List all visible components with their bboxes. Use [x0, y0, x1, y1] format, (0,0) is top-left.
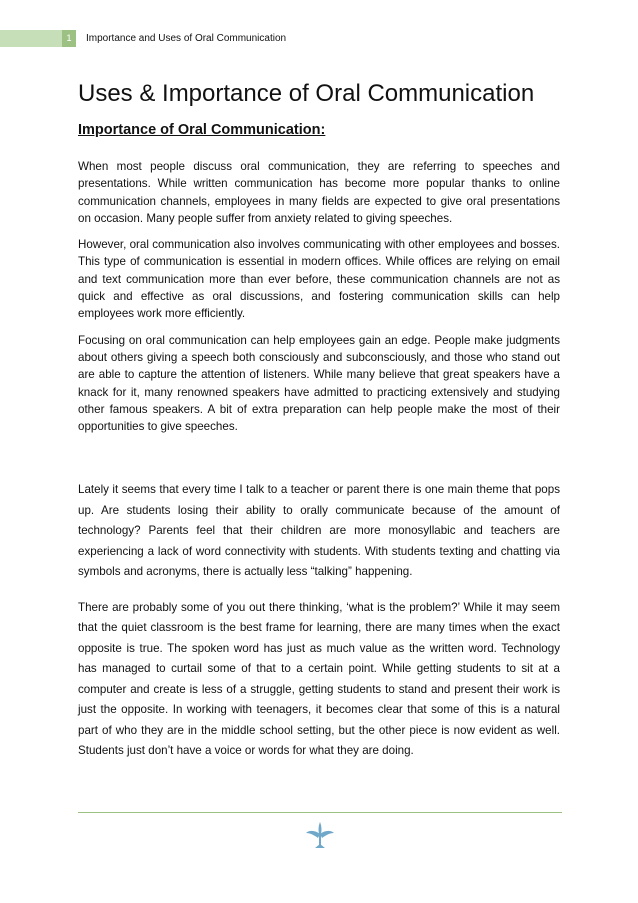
- paragraph: When most people discuss oral communication, they are referring to speeches and presentations. While written communication has become more popular thanks to online communication channels, employees in many fields are expected to give oral presentations on occasion. Many people suffer from anxiety related to giving speeches.: [78, 160, 560, 225]
- fleur-ornament-icon: [303, 818, 337, 852]
- paragraph: Lately it seems that every time I talk to a teacher or parent there is one main theme that pops up. Are students losing their ability to orally communicate because of the amount of technology? Parents feel that their children are more monosyllabic and teachers are experiencing a lack of word connectivity with students. With students texting and chatting via symbols and acronyms, there is actually less “talking” happening.: [78, 483, 560, 578]
- paragraph: Focusing on oral communication can help employees gain an edge. People make judgments about others giving a speech both consciously and subconsciously, and those who stand out are able to capture the attention of listeners. While many believe that great speakers have a knack for it, many renowned speakers have admitted to practicing extensively and studying other famous speakers. A bit of extra preparation can help people make the most of their opportunities to give speeches.: [78, 333, 560, 434]
- section-importance: [78, 158, 560, 444]
- section-technology: [78, 480, 560, 777]
- header-accent-bar: [0, 30, 62, 47]
- running-header-title: Importance and Uses of Oral Communication: [86, 33, 287, 44]
- paragraph: There are probably some of you out there thinking, ‘what is the problem?’ While it may seem that the quiet classroom is the best frame for learning, there are many times when the exact opposite is true. The spoken word has just as much value as the written word. Technology has managed to curtail some of that to a certain point. While getting students to sit at a computer and create is less of a struggle, getting students to stand and present their work is just the opposite. In working with teenagers, it becomes clear that some of this is a natural part of who they are in the middle school setting, but the other piece is now evident as well. Students just don’t have a voice or words for what they are doing.: [78, 600, 560, 757]
- page-title: Uses & Importance of Oral Communication: [78, 80, 535, 107]
- page-number: 1: [62, 30, 76, 47]
- footer-divider: [78, 812, 562, 813]
- section-heading: Importance of Oral Communication:: [78, 122, 326, 138]
- paragraph: However, oral communication also involves communicating with other employees and bosses. This type of communication is essential in modern offices. While offices are relying on email and text communication more than ever before, these communication channels are not as quick and effective as oral discussions, and fostering communication skills can help employees work more efficiently.: [78, 238, 560, 321]
